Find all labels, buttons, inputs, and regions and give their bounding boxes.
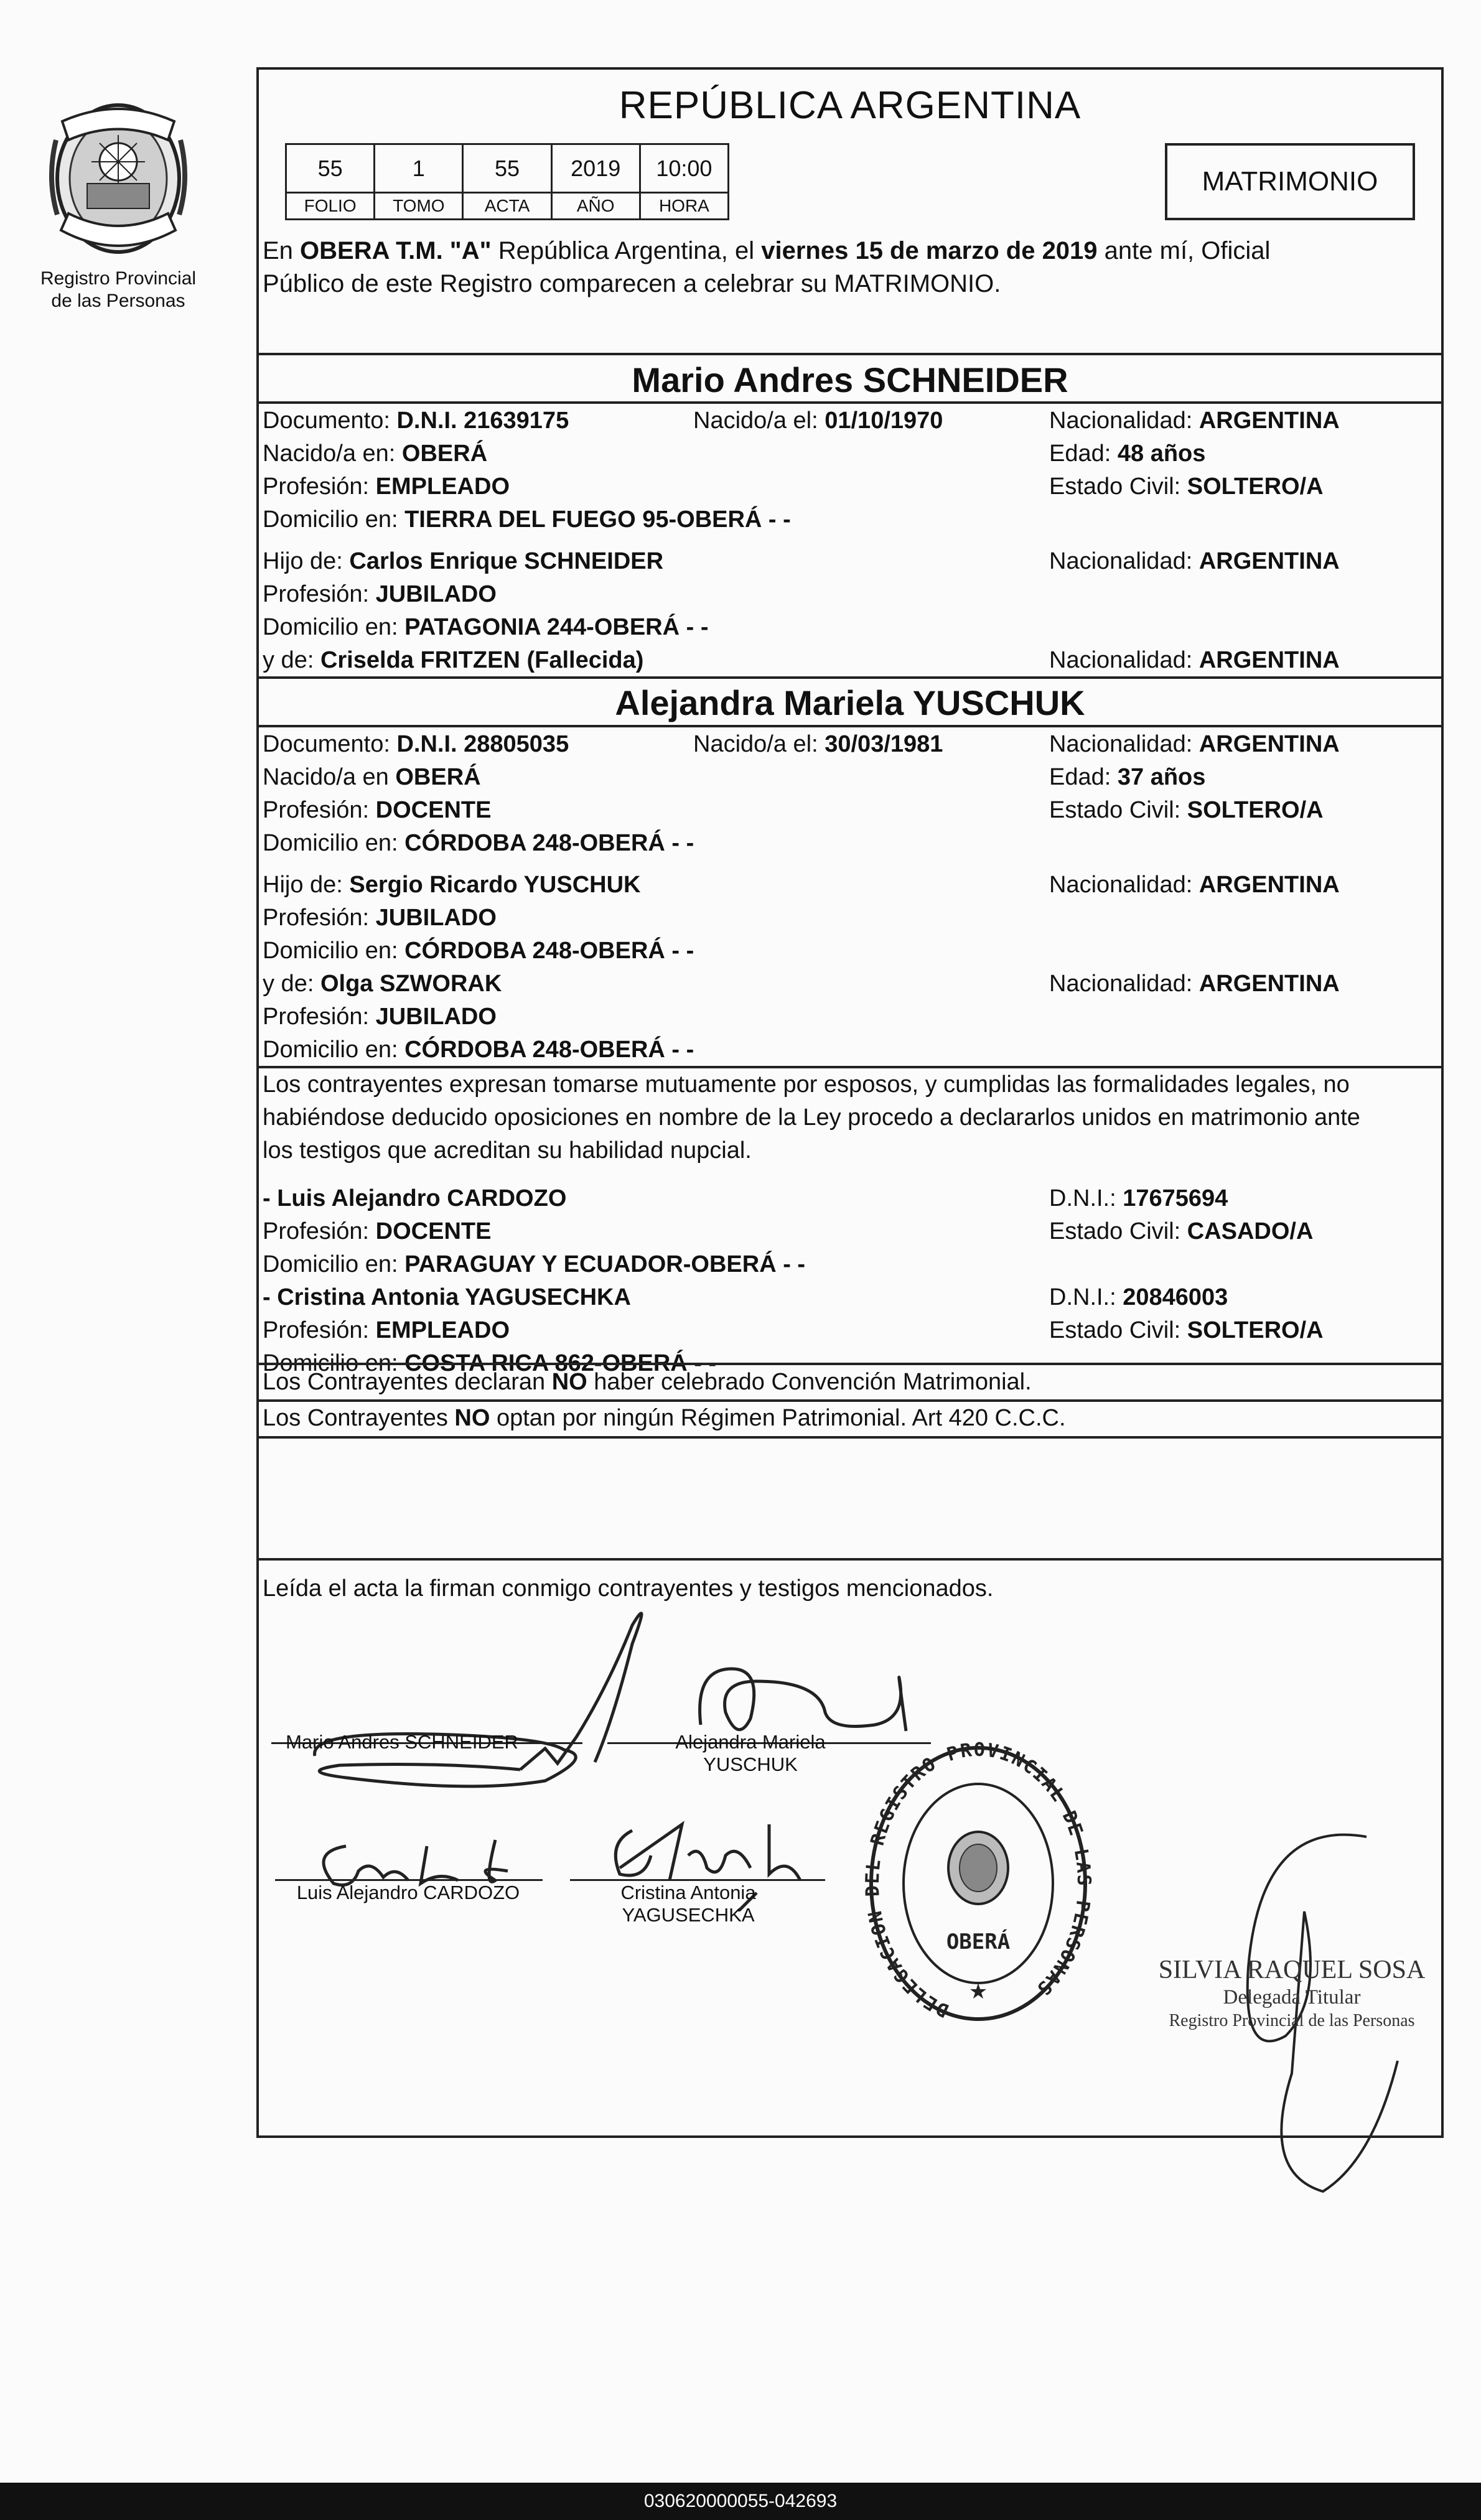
convention-line1-suffix: haber celebrado Convención Matrimonial. <box>587 1369 1032 1395</box>
witness1-row <box>263 1182 1437 1215</box>
divider <box>259 353 1441 355</box>
nacionalidad-label: Nacionalidad: <box>1049 647 1199 673</box>
nacido-el-label: Nacido/a el: <box>693 731 825 757</box>
nacionalidad-label: Nacionalidad: <box>1049 872 1199 898</box>
footer-barcode-strip <box>0 2483 1481 2520</box>
witness1-signature-label: Luis Alejandro CARDOZO <box>296 1882 520 1903</box>
groom-signature-label: Mario Andres SCHNEIDER <box>286 1731 518 1753</box>
hijo-de-label: Hijo de: <box>263 548 350 574</box>
official-office: Registro Provincial de las Personas <box>1169 2011 1415 2030</box>
groom-mother-row <box>263 644 1437 677</box>
groom-profession: EMPLEADO <box>375 474 510 500</box>
registry-caption-line1: Registro Provincial <box>40 268 197 289</box>
bride-birthdate: 30/03/1981 <box>825 731 943 757</box>
bride-father-address-row <box>263 935 1437 968</box>
closing-statement: Leída el acta la firman conmigo contrayentes y testigos mencionados. <box>263 1575 994 1602</box>
groom-documento: D.N.I. 21639175 <box>396 408 569 434</box>
bride-mother-name: Olga SZWORAK <box>320 971 502 997</box>
acta-cell <box>464 145 552 218</box>
profesion-label: Profesión: <box>263 905 376 931</box>
domicilio-label: Domicilio en: <box>263 1350 405 1376</box>
groom-row-address <box>263 503 1437 536</box>
bride-father-address: CÓRDOBA 248-OBERÁ - - <box>404 938 694 964</box>
domicilio-label: Domicilio en: <box>263 506 405 533</box>
bride-signature-label-line2: YUSCHUK <box>703 1753 798 1775</box>
convention-line2-prefix: Los Contrayentes <box>263 1405 455 1431</box>
groom-address: TIERRA DEL FUEGO 95-OBERÁ - - <box>404 506 791 533</box>
official-name: SILVIA RAQUEL SOSA <box>1158 1956 1426 1984</box>
estado-civil-label: Estado Civil: <box>1049 1317 1187 1343</box>
dni-label: D.N.I.: <box>1049 1185 1123 1211</box>
y-de-label: y de: <box>263 647 320 673</box>
folio-label: FOLIO <box>304 196 357 215</box>
official-role: Delegada Titular <box>1223 1986 1361 2009</box>
witness1-marital-status: CASADO/A <box>1187 1218 1314 1244</box>
groom-row-birthplace <box>263 437 1437 470</box>
documento-label: Documento: <box>263 408 397 434</box>
groom-row-document <box>263 404 1437 437</box>
groom-mother-nacionalidad: ARGENTINA <box>1198 647 1340 673</box>
bride-signature-label-line1: Alejandra Mariela <box>675 1731 826 1753</box>
intro-line2: Público de este Registro comparecen a celebrar su MATRIMONIO. <box>263 270 1001 297</box>
divider <box>259 1363 1441 1365</box>
witness2-profession-row <box>263 1314 1437 1347</box>
registry-caption-line2: de las Personas <box>51 291 185 311</box>
domicilio-label: Domicilio en: <box>263 1037 405 1063</box>
document-title: REPÚBLICA ARGENTINA <box>619 84 1082 127</box>
bride-mother-address-row <box>263 1034 1437 1066</box>
divider <box>259 1436 1441 1439</box>
hora-label: HORA <box>658 196 709 215</box>
intro-suffix: ante mí, Oficial <box>1097 237 1271 264</box>
bride-age: 37 años <box>1117 764 1206 790</box>
tomo-value: 1 <box>375 145 462 194</box>
y-de-label: y de: <box>263 971 320 997</box>
profesion-label: Profesión: <box>263 474 376 500</box>
nacionalidad-label: Nacionalidad: <box>1049 408 1199 434</box>
witness1-address-row <box>263 1248 1437 1281</box>
convention-line1 <box>263 1366 1437 1399</box>
witness1-name: - Luis Alejandro CARDOZO <box>263 1185 567 1211</box>
witness2-name: - Cristina Antonia YAGUSECHKA <box>263 1284 631 1310</box>
declaration-line2: habiéndose deducido oposiciones en nombre de la Ley procedo a declararlos unidos en matrimonio ante <box>263 1104 1360 1131</box>
bride-mother-profession: JUBILADO <box>375 1004 497 1030</box>
folio-value: 55 <box>287 145 373 194</box>
bride-birthplace: OBERÁ <box>395 764 481 790</box>
bride-signature-label <box>620 1731 881 1776</box>
acta-value: 55 <box>464 145 550 194</box>
divider <box>259 676 1441 679</box>
declaration-line1: Los contrayentes expresan tomarse mutuamente por esposos, y cumplidas las formalidades legales, no <box>263 1071 1350 1098</box>
anio-label: AÑO <box>576 196 615 215</box>
profesion-label: Profesión: <box>263 1317 376 1343</box>
profesion-label: Profesión: <box>263 797 376 823</box>
footer-code: 030620000055-042693 <box>643 2491 838 2511</box>
act-type-box: MATRIMONIO <box>1165 143 1415 220</box>
nacido-en-label: Nacido/a en: <box>263 441 402 467</box>
registry-caption <box>25 268 212 312</box>
documento-label: Documento: <box>263 731 397 757</box>
witness2-address: COSTA RICA 862-OBERÁ - - <box>404 1350 717 1376</box>
bride-mother-address: CÓRDOBA 248-OBERÁ - - <box>404 1037 694 1063</box>
witness1-dni: 17675694 <box>1123 1185 1228 1211</box>
stamp-ring-text: DELEGACION DEL REGISTRO PROVINCIAL DE LAS PERSONAS <box>861 1738 1095 2022</box>
witness2-marital-status: SOLTERO/A <box>1187 1317 1324 1343</box>
nacionalidad-label: Nacionalidad: <box>1049 548 1199 574</box>
acta-label: ACTA <box>484 196 530 215</box>
bride-father-profession-row <box>263 902 1437 935</box>
convention-line2-suffix: optan por ningún Régimen Patrimonial. Art 420 C.C.C. <box>490 1405 1066 1431</box>
intro-middle: República Argentina, el <box>491 237 762 264</box>
witness2-profession: EMPLEADO <box>375 1317 510 1343</box>
groom-birthplace: OBERÁ <box>401 441 488 467</box>
nacionalidad-label: Nacionalidad: <box>1049 971 1199 997</box>
declaration-line3: los testigos que acreditan su habilidad nupcial. <box>263 1137 752 1164</box>
intro-line1 <box>263 235 1437 268</box>
bride-mother-nacionalidad: ARGENTINA <box>1198 971 1340 997</box>
groom-birthdate: 01/10/1970 <box>825 408 943 434</box>
convention-line1-prefix: Los Contrayentes declaran <box>263 1369 552 1395</box>
intro-place: OBERA T.M. "A" <box>300 237 492 264</box>
witness1-profession-row <box>263 1215 1437 1248</box>
hora-cell <box>641 145 727 218</box>
intro-prefix: En <box>263 237 301 264</box>
registry-reference-table <box>285 143 729 220</box>
bride-row-birthplace <box>263 761 1437 794</box>
groom-signature-icon <box>284 1594 657 1824</box>
stamp-city: OBERÁ <box>946 1930 1011 1954</box>
nacionalidad-label: Nacionalidad: <box>1049 731 1199 757</box>
hora-value: 10:00 <box>641 145 727 194</box>
groom-father-address-row <box>263 611 1437 644</box>
folio-cell <box>287 145 375 218</box>
groom-father-profession: JUBILADO <box>375 581 497 607</box>
groom-father-row <box>263 545 1437 578</box>
groom-father-profession-row <box>263 578 1437 611</box>
convention-line2 <box>263 1402 1437 1435</box>
witness1-address: PARAGUAY Y ECUADOR-OBERÁ - - <box>404 1251 806 1277</box>
edad-label: Edad: <box>1049 764 1118 790</box>
groom-father-nacionalidad: ARGENTINA <box>1198 548 1340 574</box>
groom-age: 48 años <box>1117 441 1206 467</box>
nacido-en-label: Nacido/a en <box>263 764 396 790</box>
svg-text:★: ★ <box>968 1979 988 2004</box>
bride-father-profession: JUBILADO <box>375 905 497 931</box>
bride-row-document <box>263 728 1437 761</box>
estado-civil-label: Estado Civil: <box>1049 474 1187 500</box>
intro-date: viernes 15 de marzo de 2019 <box>761 237 1098 264</box>
witness2-signature-label-line2: YAGUSECHKA <box>622 1904 755 1926</box>
anio-value: 2019 <box>553 145 639 194</box>
groom-name: Mario Andres SCHNEIDER <box>632 360 1068 399</box>
profesion-label: Profesión: <box>263 1004 376 1030</box>
groom-father-name: Carlos Enrique SCHNEIDER <box>349 548 664 574</box>
groom-nacionalidad: ARGENTINA <box>1198 408 1340 434</box>
groom-marital-status: SOLTERO/A <box>1187 474 1324 500</box>
dni-label: D.N.I.: <box>1049 1284 1123 1310</box>
domicilio-label: Domicilio en: <box>263 830 405 856</box>
bride-marital-status: SOLTERO/A <box>1187 797 1324 823</box>
witness1-profession: DOCENTE <box>375 1218 492 1244</box>
divider <box>259 725 1441 727</box>
witness2-dni: 20846003 <box>1123 1284 1228 1310</box>
bride-mother-row <box>263 968 1437 1001</box>
groom-father-address: PATAGONIA 244-OBERÁ - - <box>404 614 709 640</box>
estado-civil-label: Estado Civil: <box>1049 797 1187 823</box>
divider <box>259 1558 1441 1561</box>
divider <box>259 401 1441 404</box>
bride-name: Alejandra Mariela YUSCHUK <box>615 683 1085 722</box>
estado-civil-label: Estado Civil: <box>1049 1218 1187 1244</box>
certificate-frame <box>256 67 1444 2138</box>
nacido-el-label: Nacido/a el: <box>693 408 825 434</box>
domicilio-label: Domicilio en: <box>263 614 405 640</box>
witness2-row <box>263 1281 1437 1314</box>
bride-mother-profession-row <box>263 1001 1437 1034</box>
hijo-de-label: Hijo de: <box>263 872 350 898</box>
witness1-signature-line <box>275 1879 543 1881</box>
groom-row-profession <box>263 470 1437 503</box>
domicilio-label: Domicilio en: <box>263 938 405 964</box>
witness2-signature-label <box>570 1882 806 1926</box>
bride-address: CÓRDOBA 248-OBERÁ - - <box>404 830 694 856</box>
profesion-label: Profesión: <box>263 581 376 607</box>
edad-label: Edad: <box>1049 441 1118 467</box>
convention-line2-no: NO <box>454 1405 490 1431</box>
bride-father-nacionalidad: ARGENTINA <box>1198 872 1340 898</box>
bride-row-address <box>263 827 1437 860</box>
witness2-signature-label-line1: Cristina Antonia <box>620 1882 756 1903</box>
bride-father-name: Sergio Ricardo YUSCHUK <box>349 872 641 898</box>
tomo-cell <box>375 145 464 218</box>
domicilio-label: Domicilio en: <box>263 1251 405 1277</box>
bride-row-profession <box>263 794 1437 827</box>
bride-nacionalidad: ARGENTINA <box>1198 731 1340 757</box>
profesion-label: Profesión: <box>263 1218 376 1244</box>
convention-line1-no: NO <box>551 1369 587 1395</box>
witness2-signature-line <box>570 1879 825 1881</box>
delegation-stamp-icon <box>860 1737 1096 2030</box>
bride-profession: DOCENTE <box>375 797 492 823</box>
bride-documento: D.N.I. 28805035 <box>396 731 569 757</box>
anio-cell <box>553 145 641 218</box>
groom-mother-name: Criselda FRITZEN (Fallecida) <box>320 647 644 673</box>
tomo-label: TOMO <box>393 196 445 215</box>
province-crest-icon <box>44 96 193 261</box>
bride-father-row <box>263 869 1437 902</box>
